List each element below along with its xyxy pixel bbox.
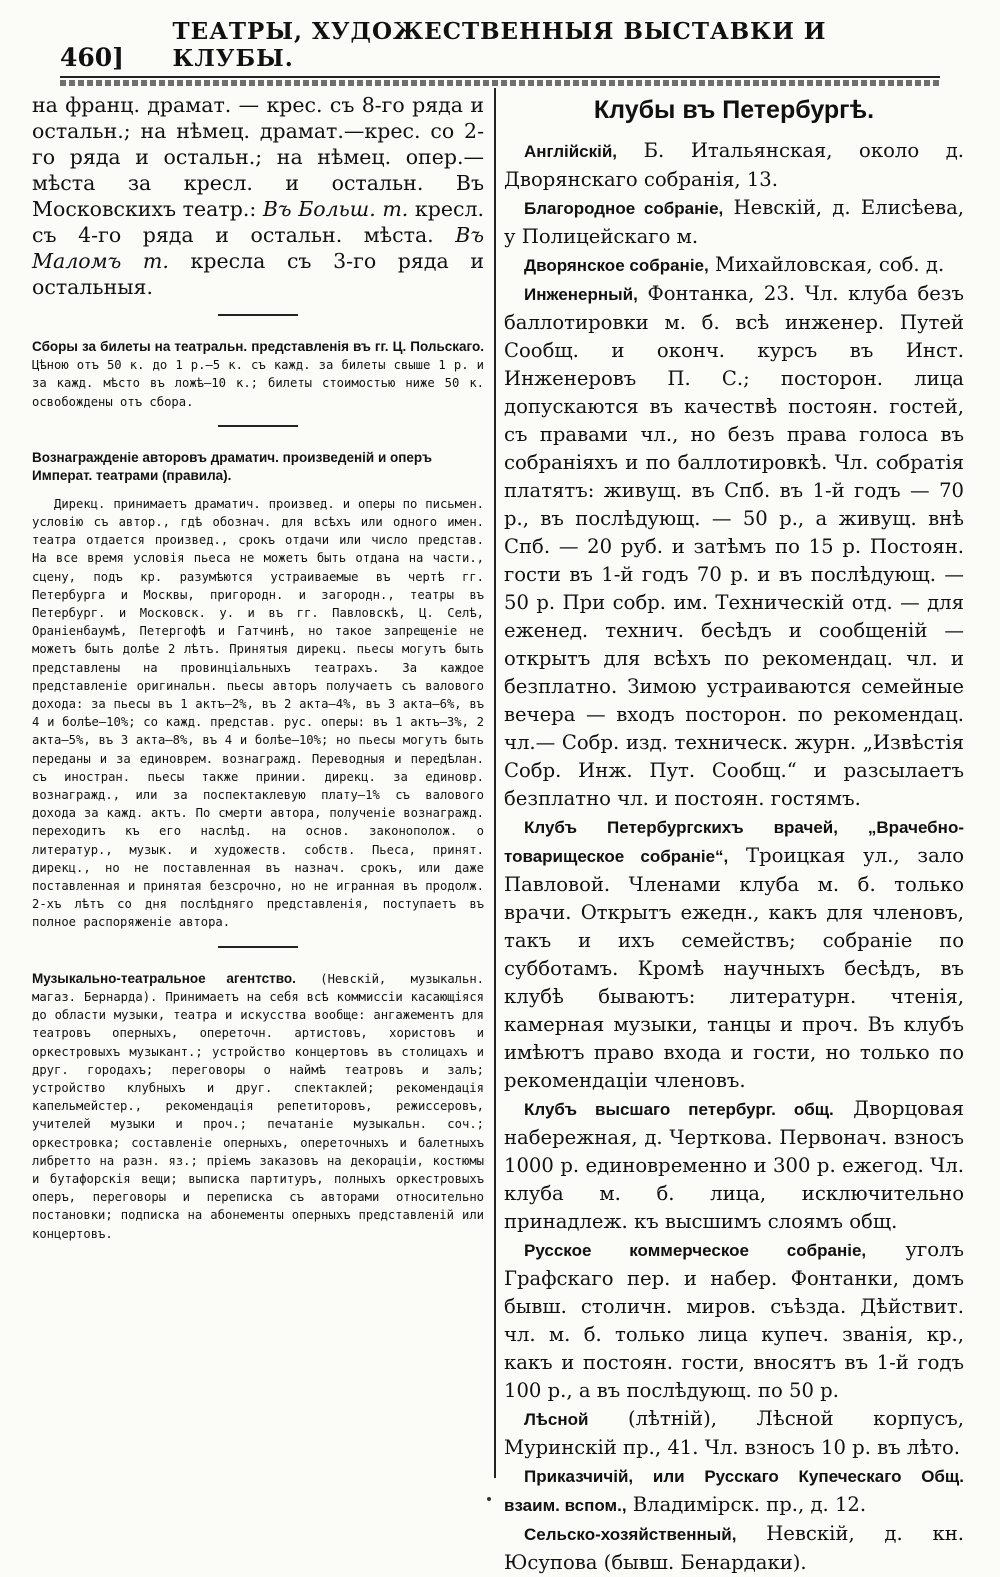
club-entry bbox=[504, 1236, 964, 1405]
running-header bbox=[60, 18, 940, 78]
clubs-heading: Клубы въ Петербургѣ. bbox=[593, 96, 875, 124]
agency-section bbox=[32, 970, 484, 1243]
fees-title: Сборы за билеты на театральн. представленія въ гг. Ц. Польскаго. bbox=[32, 339, 484, 354]
club-name: Англійскій, bbox=[524, 142, 618, 161]
running-title: ТЕАТРЫ, ХУДОЖЕСТВЕННЫЯ ВЫСТАВКИ И КЛУБЫ. bbox=[172, 18, 827, 72]
club-name: Клубъ высшаго петербург. общ. bbox=[524, 1100, 834, 1119]
club-text: Владимірск. пр., д. 12. bbox=[626, 1493, 867, 1516]
page-number: 460] bbox=[60, 43, 125, 72]
club-text: Михайловская, соб. д. bbox=[708, 253, 945, 276]
club-name: Лѣсной bbox=[524, 1410, 589, 1429]
club-name: Приказчичій, или Русскаго Купеческаго Общ. взаим. вспом., bbox=[504, 1467, 964, 1515]
club-text: Б. Итальянская, около д. Дворянскаго собранія, 13. bbox=[504, 139, 964, 191]
club-text: Дворцовая набережная, д. Черткова. Первонач. взносъ 1000 р. единовременно и 300 р. ежегод. Чл. клуба м. б. лица, исключительно принадлеж. къ высшимъ слоямъ общ. bbox=[504, 1097, 965, 1233]
club-text: (лѣтній), Лѣсной корпусъ, Муринскій пр., 41. Чл. взносъ 10 р. въ лѣто. bbox=[504, 1407, 964, 1459]
club-text: уголъ Графскаго пер. и набер. Фонтанки, домъ бывш. столичн. миров. съѣзда. Дѣйствит. чл. м. б. только лица купеч. званія, кр., какъ и постоян. гости, вносятъ въ 1-й годъ 100 р., а въ послѣдующ. по 50 р. bbox=[504, 1238, 964, 1402]
club-text: Троицкая ул., зало Павловой. Членами клуба м. б. только врачи. Открытъ ежедн., какъ для членовъ, такъ и ихъ семействъ; собраніе по субботамъ. Кромѣ научныхъ бесѣдъ, въ клубѣ бываютъ: литературн. чтенія, камерная музыки, танцы и проч. Въ клубъ имѣютъ право входа и гости, но только по рекомендаціи членовъ. bbox=[504, 844, 964, 1092]
section-rule bbox=[218, 946, 298, 948]
print-speck bbox=[487, 1497, 491, 1501]
header-ornament-rule bbox=[60, 80, 940, 86]
authors-text: Дирекц. принимаетъ драматич. произвед. и оперы по письмен. условію съ автор., гдѣ обознач. для всѣхъ или одного имен. театра отдается произвед., срокъ отдачи или число представ. На все время условія пьеса не можетъ быть отдана на части., сцену, подъ кр. разумѣются устраиваемые въ чертѣ гг. Петербурга и Москвы, пригородн. и загородн., театры въ Петербург. и Московск. у. и въ гг. Павловскѣ, Ц. Селѣ, Ораніенбаумѣ, Петергофѣ и Гатчинѣ, но такое запрещеніе не можетъ быть долѣе 2 лѣтъ. Принятыя дирекц. пьесы могутъ быть представлены на провинціальныхъ театрахъ. За каждое представленіе оригинальн. пьесы авторъ получаетъ съ валового дохода: за пьесы въ 1 актъ—2%, въ 2 акта—4%, въ 3 акта—6%, въ 4 и болѣе—10%; со кажд. представ. рус. оперы: въ 1 актъ—3%, 2 акта—5%, въ 3 акта—8%, въ 4 и болѣе—10%; но пьесы могутъ быть переданы и за единоврем. вознагражд. Переводныя и передѣлан. съ иностран. пьесы также принии. дирекц. за единовр. вознагражд., или за поспектаклевую плату—1% съ валового дохода за кажд. актъ. По смерти автора, полученіе вознагражд. переходитъ къ его наслѣд. на основ. законополож. о литератур., музык. и художеств. собств. Пьеса, принят. дирекц., но не поставленная въ назнач. срокъ, или даже поставленная и принятая безсрочно, но не игранная въ продолж. 2-хъ лѣтъ со дня послѣдняго представленія, поступаетъ въ полное распоряженіе автора. bbox=[32, 496, 484, 930]
club-name: Клубъ Петербургскихъ врачей, „Врачебно-товарищеское собраніе“, bbox=[504, 818, 964, 866]
right-column bbox=[504, 92, 965, 1574]
section-rule bbox=[218, 425, 298, 427]
intro-paragraph bbox=[32, 92, 484, 300]
club-entry bbox=[504, 251, 964, 280]
club-name: Инженерный, bbox=[524, 285, 638, 304]
intro-italic-1: Въ Больш. т. bbox=[262, 197, 409, 221]
agency-text: (Невскій, музыкальн. магаз. Бернарда). Принимаетъ на себя всѣ коммиссіи касающіяся до области музыки, театра и искусства вообще: ангажементъ для театровъ оперныхъ, опереточн. артистовъ, хористовъ и оркестровыхъ музыкант.; устройство концертовъ въ столицахъ и друг. городахъ; переговоры о наймѣ театровъ и залъ; устройство клубныхъ и друг. спектаклей; рекомендація капельмейстер., рекомендація репетиторовъ, режиссеровъ, учителей музыки и проч.; печатаніе музыкальн. соч.; оркестровка; составленіе оперныхъ, опереточныхъ и балетныхъ либретто на разн. яз.; пріемъ заказовъ на декораціи, костюмы и бутафорскія вещи; выписка партитуръ, полныхъ оркестровыхъ оперъ, переговоры и переписка съ авторами относительно постановки; подписка на абонементы оперныхъ представленій или концертовъ. bbox=[32, 971, 485, 1241]
fees-text: Цѣною отъ 50 к. до 1 р.—5 к. съ кажд. за билеты свыше 1 р. и за кажд. мѣсто въ ложѣ—10 к.; билеты стоимостью ниже 50 к. освобождены отъ сбора. bbox=[32, 358, 484, 409]
fees-section bbox=[32, 338, 484, 411]
club-entry bbox=[504, 1405, 964, 1462]
club-entry bbox=[504, 280, 964, 813]
club-entry bbox=[504, 194, 964, 251]
club-name: Сельско-хозяйственный, bbox=[524, 1525, 737, 1544]
club-entry bbox=[504, 813, 964, 1095]
left-column bbox=[32, 92, 484, 1472]
club-name: Русское коммерческое собраніе, bbox=[524, 1241, 867, 1260]
intro-text-3: кресла съ 3-го ряда и остальныя. bbox=[32, 249, 485, 299]
club-entry bbox=[504, 1095, 964, 1236]
authors-title: Вознагражденіе авторовъ драматич. произведеній и оперъ Императ. театрами (правила). bbox=[32, 449, 432, 483]
club-text: Невскій, д. кн. Юсупова (бывш. Бенардаки). bbox=[504, 1522, 964, 1574]
club-name: Благородное собраніе, bbox=[524, 199, 724, 218]
club-text: Фонтанка, 23. Чл. клуба безъ баллотировки м. б. всѣ инженер. Путей Сообщ. и оконч. курсъ въ Инст. Инженеровъ П. С.; посторон. лица допускаются въ качествѣ постоян. гостей, съ правами чл., но безъ права голоса въ собраніяхъ и по баллотировкѣ. Чл. собратія платятъ: живущ. въ Спб. въ 1-й годъ — 70 р., въ послѣдующ. — 50 р., а живущ. внѣ Спб. — 20 руб. и затѣмъ по 15 р. Постоян. гости въ 1-й годъ 70 р. и въ послѣдующ. — 50 р. При собр. им. Техническій отд. — для еженед. технич. бесѣдъ и сообщеній — открытъ для всѣхъ по рекомендац. чл. и безплатно. Зимою устраиваются семейные вечера — входъ посторон. по рекомендац. чл.— Собр. изд. техническ. журн. „Извѣстія Собр. Инж. Пут. Сообщ.“ и разсылаетъ безплатно чл. и постоян. гостямъ. bbox=[504, 282, 964, 810]
club-name: Дворянское собраніе, bbox=[524, 256, 709, 275]
section-rule bbox=[218, 314, 298, 316]
intro-text-2: кресл. съ 4-го ряда и остальн. мѣста. bbox=[32, 197, 485, 247]
club-entry bbox=[504, 137, 964, 194]
column-divider bbox=[494, 88, 496, 1478]
agency-title: Музыкально-театральное агентство. bbox=[32, 970, 296, 986]
club-entry bbox=[504, 1462, 964, 1520]
intro-italic-2: Въ Маломъ т. bbox=[32, 223, 484, 273]
club-text: Невскій, д. Елисѣева, у Полицейскаго м. bbox=[504, 196, 964, 248]
intro-text-1: на франц. драмат. — крес. съ 8-го ряда и остальн.; на нѣмец. драмат.—крес. со 2-го ряда и остальн.; на нѣмец. опер.— мѣста за кресл. и остальн. Въ Московскихъ театр.: bbox=[32, 93, 484, 221]
club-entry bbox=[504, 1520, 964, 1577]
